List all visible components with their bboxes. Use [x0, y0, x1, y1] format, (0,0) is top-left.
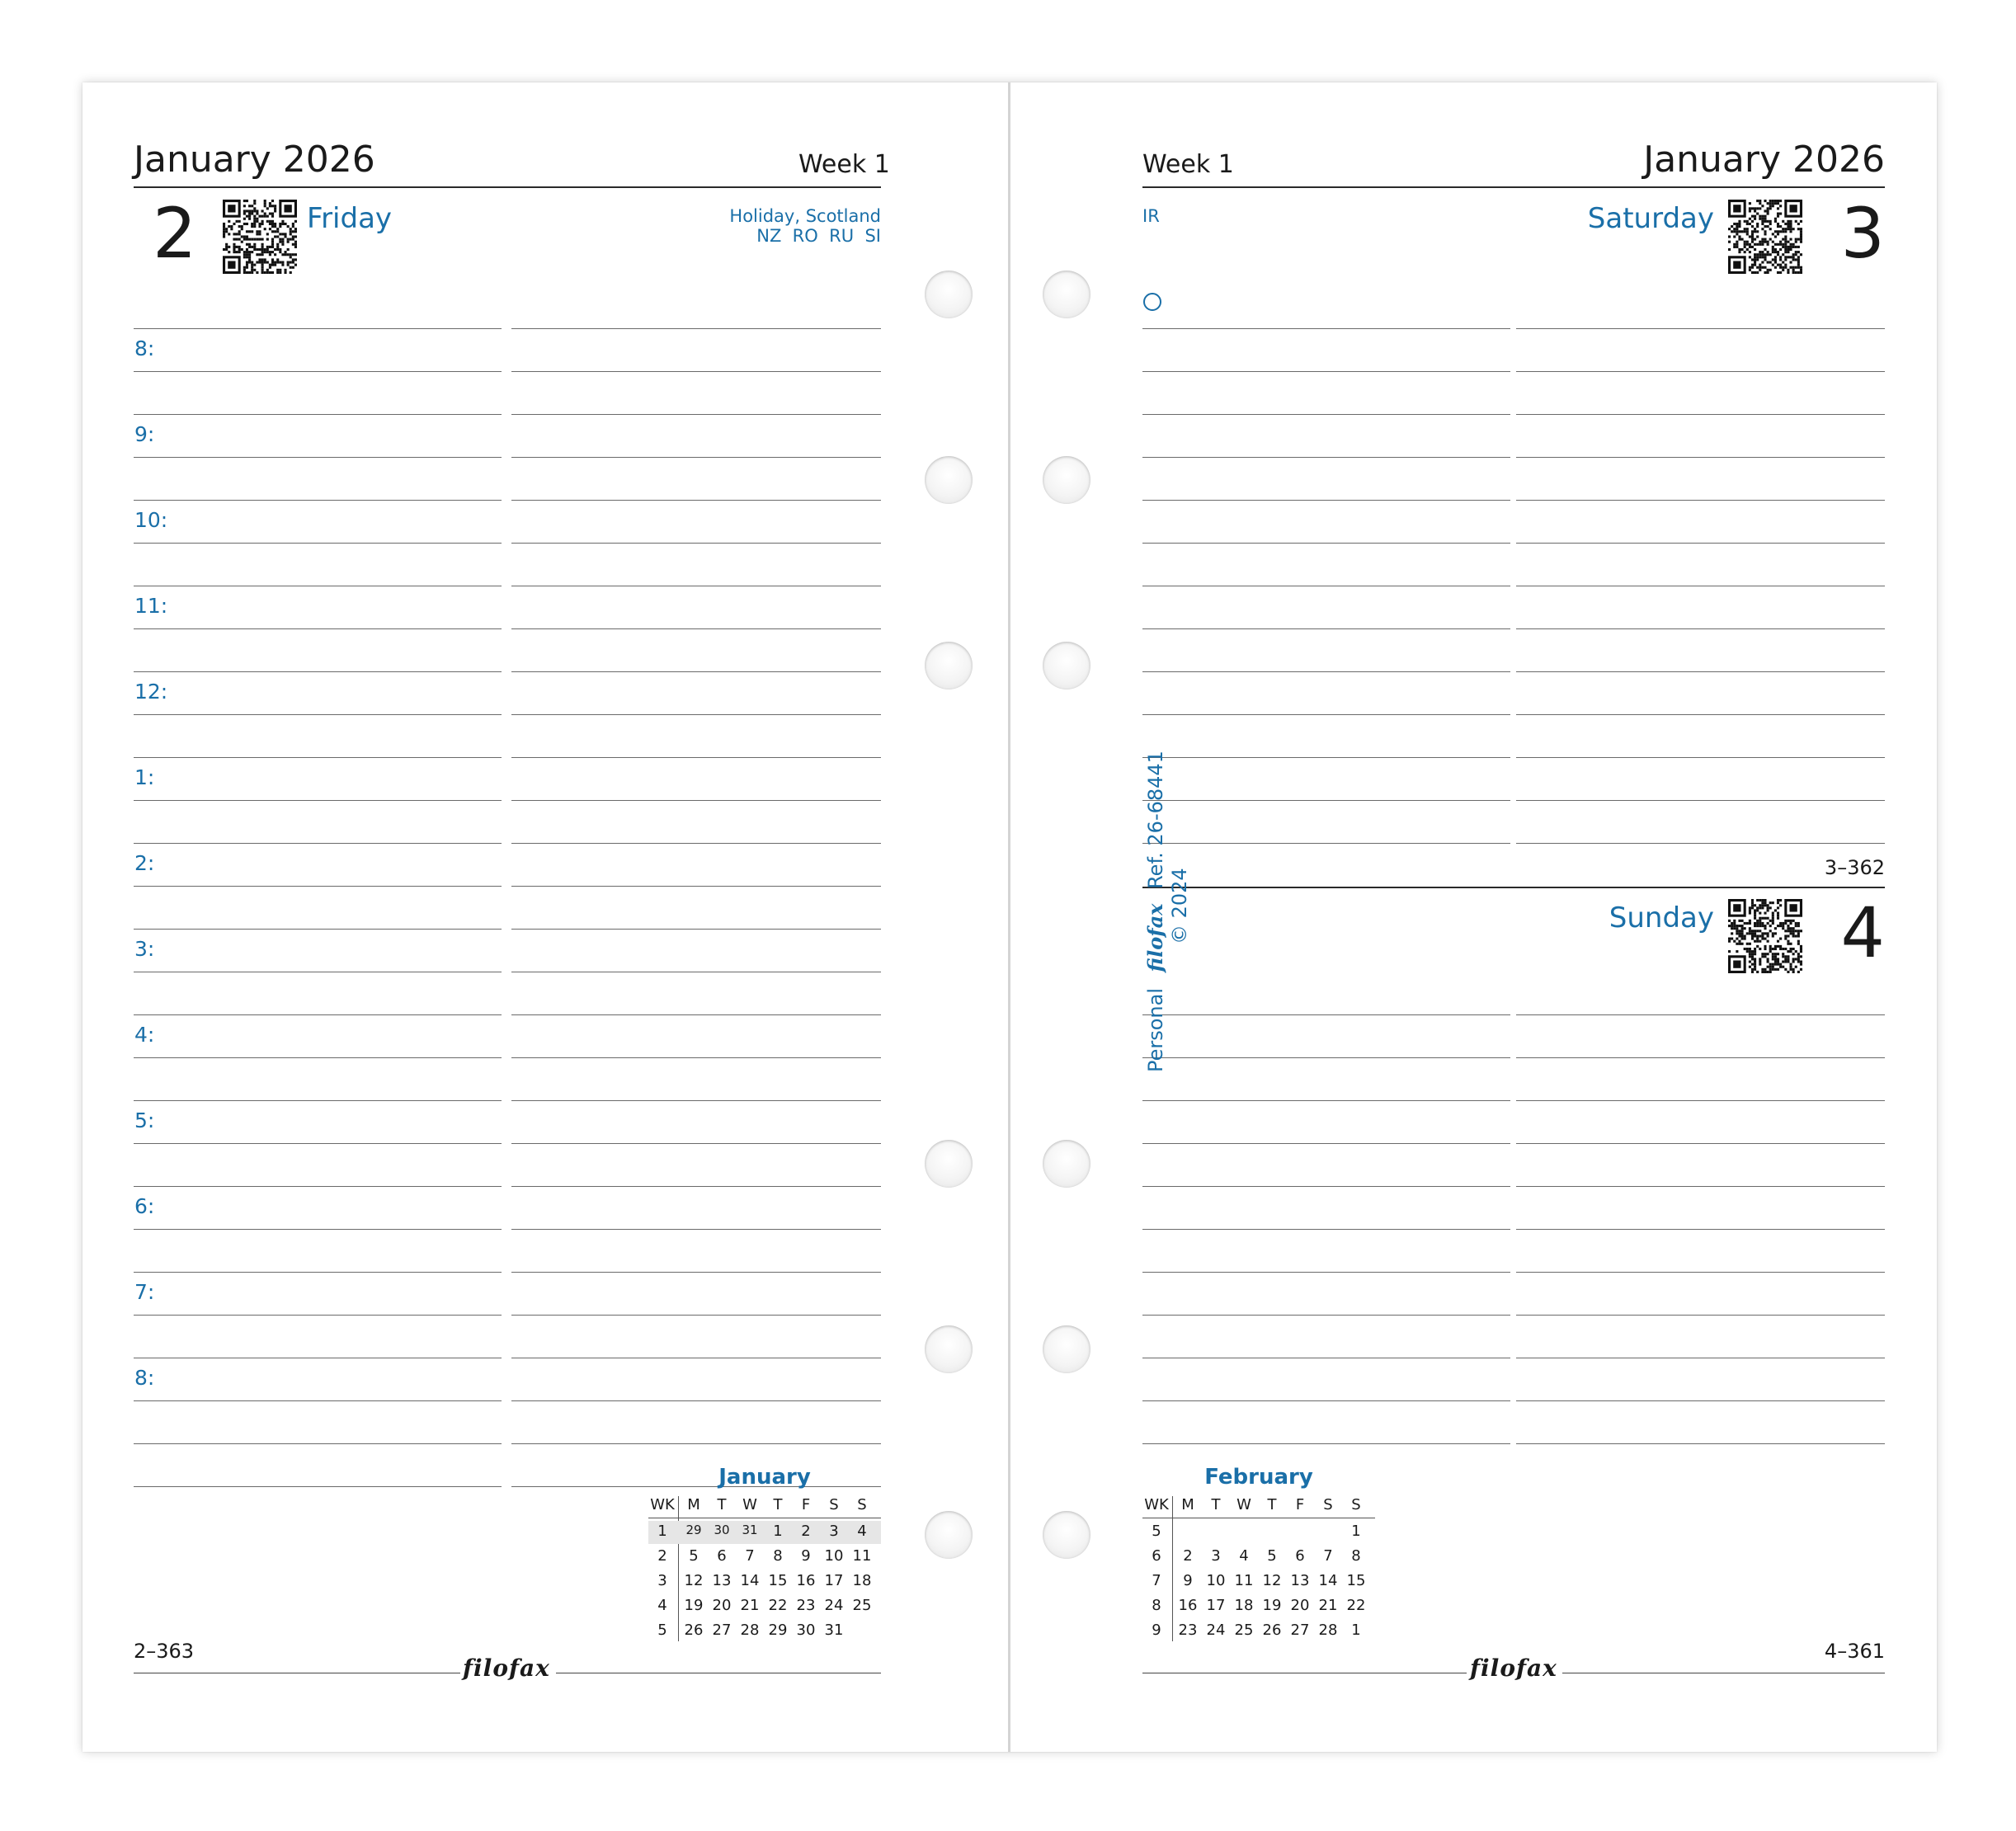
calendar-day: 8	[773, 1547, 783, 1565]
filofax-logo: filofax	[463, 1654, 550, 1682]
calendar-day: 23	[1178, 1622, 1198, 1639]
calendar-day: 31	[742, 1523, 758, 1537]
writing-line[interactable]	[1516, 1400, 1885, 1401]
calendar-day: 6	[1295, 1547, 1305, 1565]
calendar-day: 21	[1318, 1597, 1338, 1614]
writing-line[interactable]	[134, 1272, 502, 1273]
writing-line[interactable]	[1142, 414, 1510, 415]
writing-line[interactable]	[1142, 1443, 1510, 1444]
writing-line[interactable]	[511, 1315, 881, 1316]
week-number: 2	[657, 1547, 667, 1565]
writing-line[interactable]	[511, 929, 881, 930]
hour-label: 6:	[134, 1194, 155, 1218]
spine-ref: Ref. 26-68441	[1144, 751, 1167, 889]
writing-line[interactable]	[1516, 1186, 1885, 1187]
writing-line[interactable]	[1142, 671, 1510, 672]
calendar-day: 26	[684, 1622, 704, 1639]
calendar-day: 3	[1211, 1547, 1221, 1565]
writing-line[interactable]	[1142, 1400, 1510, 1401]
calendar-day: 31	[824, 1622, 844, 1639]
writing-line[interactable]	[1142, 328, 1510, 329]
writing-line[interactable]	[134, 1186, 502, 1187]
calendar-day: 28	[740, 1622, 760, 1639]
hour-label: 1:	[134, 765, 155, 789]
writing-line[interactable]	[1516, 714, 1885, 715]
writing-line[interactable]	[134, 1486, 502, 1487]
calendar-day: 13	[712, 1572, 732, 1589]
writing-line[interactable]	[1516, 1014, 1885, 1015]
writing-line[interactable]	[1516, 1272, 1885, 1273]
writing-line[interactable]	[1142, 1143, 1510, 1144]
month-year-title: January 2026	[1643, 139, 1885, 181]
mini-calendar-february	[1142, 1465, 1375, 1646]
mini-calendar-month: February	[1204, 1465, 1313, 1490]
week-number: 4	[657, 1597, 667, 1614]
calendar-day: 1	[1351, 1523, 1361, 1540]
writing-line[interactable]	[134, 1057, 502, 1058]
mini-calendar-header: F	[1295, 1496, 1305, 1513]
writing-line[interactable]	[1142, 1100, 1510, 1101]
header-rule	[1142, 186, 1885, 188]
calendar-day: 9	[801, 1547, 811, 1565]
writing-line[interactable]	[1142, 714, 1510, 715]
writing-line[interactable]	[134, 1400, 502, 1401]
writing-line[interactable]	[1142, 1186, 1510, 1187]
calendar-day: 25	[852, 1597, 872, 1614]
writing-line[interactable]	[511, 1100, 881, 1101]
writing-line[interactable]	[1142, 543, 1510, 544]
writing-line[interactable]	[1516, 1229, 1885, 1230]
calendar-day: 24	[824, 1597, 844, 1614]
calendar-day: 10	[824, 1547, 844, 1565]
week-number: 1	[657, 1523, 667, 1540]
calendar-day: 1	[773, 1523, 783, 1540]
writing-line[interactable]	[134, 1100, 502, 1101]
calendar-day: 27	[1290, 1622, 1310, 1639]
hour-label: 3:	[134, 937, 155, 961]
writing-line[interactable]	[134, 328, 502, 329]
calendar-day: 29	[685, 1523, 702, 1537]
writing-line[interactable]	[511, 628, 881, 629]
calendar-day: 18	[1234, 1597, 1254, 1614]
calendar-day: 5	[689, 1547, 699, 1565]
writing-line[interactable]	[1516, 457, 1885, 458]
writing-line[interactable]	[511, 800, 881, 801]
calendar-day: 11	[852, 1547, 872, 1565]
writing-line[interactable]	[511, 1400, 881, 1401]
calendar-day: 23	[796, 1597, 816, 1614]
calendar-day: 19	[1262, 1597, 1282, 1614]
hour-label: 10:	[134, 508, 168, 532]
hour-label: 2:	[134, 851, 155, 875]
week-label: Week 1	[1142, 150, 1234, 179]
calendar-day: 2	[801, 1523, 811, 1540]
right-page	[1011, 82, 1937, 1752]
mini-calendar-header: WK	[1144, 1496, 1169, 1513]
writing-line[interactable]	[1516, 628, 1885, 629]
mini-calendar-january	[648, 1465, 881, 1646]
calendar-day: 18	[852, 1572, 872, 1589]
circle-checkbox-icon[interactable]	[1143, 293, 1161, 311]
writing-line[interactable]	[1516, 371, 1885, 372]
hour-label: 12:	[134, 680, 168, 704]
spine-imprint	[1143, 751, 1167, 1072]
punch-hole	[1043, 1325, 1090, 1373]
writing-line[interactable]	[134, 671, 502, 672]
mini-calendar-header: T	[1211, 1496, 1221, 1513]
hour-label: 8:	[134, 1366, 155, 1390]
punch-hole	[925, 1511, 973, 1559]
mini-calendar-header: S	[829, 1496, 839, 1513]
calendar-day: 3	[829, 1523, 839, 1540]
writing-line[interactable]	[1516, 757, 1885, 758]
writing-line[interactable]	[511, 414, 881, 415]
calendar-day: 8	[1351, 1547, 1361, 1565]
writing-line[interactable]	[134, 1143, 502, 1144]
mini-calendar-header: M	[687, 1496, 700, 1513]
punch-hole	[1043, 456, 1090, 504]
calendar-day: 26	[1262, 1622, 1282, 1639]
mini-calendar-header: WK	[650, 1496, 675, 1513]
holiday-label: Holiday, Scotland	[729, 206, 881, 226]
writing-line[interactable]	[1516, 843, 1885, 844]
week-number: 6	[1152, 1547, 1161, 1565]
writing-line[interactable]	[511, 714, 881, 715]
writing-line[interactable]	[1142, 1272, 1510, 1273]
calendar-day: 22	[1346, 1597, 1366, 1614]
writing-line[interactable]	[511, 1443, 881, 1444]
hour-label: 5:	[134, 1108, 155, 1132]
mini-calendar-header: M	[1181, 1496, 1194, 1513]
filofax-logo: filofax	[1470, 1654, 1557, 1682]
calendar-day: 12	[1262, 1572, 1282, 1589]
calendar-day: 7	[745, 1547, 755, 1565]
week-number: 5	[1152, 1523, 1161, 1540]
writing-line[interactable]	[1516, 1057, 1885, 1058]
calendar-day: 21	[740, 1597, 760, 1614]
month-year-title: January 2026	[134, 139, 375, 181]
calendar-day: 16	[796, 1572, 816, 1589]
writing-line[interactable]	[134, 371, 502, 372]
calendar-day: 29	[768, 1622, 788, 1639]
writing-line[interactable]	[1142, 800, 1510, 801]
writing-line[interactable]	[134, 628, 502, 629]
writing-line[interactable]	[511, 371, 881, 372]
header-rule	[134, 186, 881, 188]
writing-line[interactable]	[1516, 414, 1885, 415]
writing-line[interactable]	[1516, 543, 1885, 544]
writing-line[interactable]	[511, 500, 881, 501]
divider-page-number: 3–362	[1824, 856, 1885, 879]
writing-line[interactable]	[1142, 1057, 1510, 1058]
calendar-day: 4	[1239, 1547, 1249, 1565]
writing-line[interactable]	[511, 1229, 881, 1230]
writing-line[interactable]	[511, 886, 881, 887]
calendar-day: 16	[1178, 1597, 1198, 1614]
writing-line[interactable]	[511, 1143, 881, 1144]
calendar-day: 11	[1234, 1572, 1254, 1589]
mini-calendar-header: T	[773, 1496, 783, 1513]
writing-line[interactable]	[134, 757, 502, 758]
writing-line[interactable]	[134, 843, 502, 844]
day-number: 2	[153, 193, 197, 274]
writing-line[interactable]	[134, 414, 502, 415]
calendar-day: 4	[857, 1523, 867, 1540]
spine-copyright: © 2024	[1168, 868, 1191, 944]
calendar-day: 1	[1351, 1622, 1361, 1639]
writing-line[interactable]	[1516, 500, 1885, 501]
writing-line[interactable]	[134, 1443, 502, 1444]
day-number-sunday: 4	[1840, 892, 1885, 973]
punch-hole	[1043, 271, 1090, 318]
punch-hole	[925, 642, 973, 690]
calendar-day: 13	[1290, 1572, 1310, 1589]
calendar-day: 22	[768, 1597, 788, 1614]
writing-line[interactable]	[511, 1014, 881, 1015]
writing-line[interactable]	[1516, 671, 1885, 672]
hour-label: 11:	[134, 594, 168, 618]
calendar-day: 14	[740, 1572, 760, 1589]
spine-filofax-logo: filofax	[1143, 903, 1167, 972]
mini-calendar-header: F	[801, 1496, 811, 1513]
mini-calendar-header: S	[1323, 1496, 1333, 1513]
calendar-day: 20	[1290, 1597, 1310, 1614]
writing-line[interactable]	[1516, 1443, 1885, 1444]
day-name-saturday: Saturday	[1587, 202, 1714, 235]
writing-line[interactable]	[1516, 1100, 1885, 1101]
writing-line[interactable]	[134, 1014, 502, 1015]
day-divider-rule	[1142, 887, 1885, 888]
writing-line[interactable]	[1142, 1229, 1510, 1230]
punch-hole	[925, 1325, 973, 1373]
writing-line[interactable]	[1516, 1143, 1885, 1144]
calendar-day: 25	[1234, 1622, 1254, 1639]
day-number-saturday: 3	[1840, 193, 1885, 274]
writing-line[interactable]	[1516, 800, 1885, 801]
mini-calendar-header: T	[717, 1496, 727, 1513]
writing-line[interactable]	[1516, 1315, 1885, 1316]
mini-calendar-header: W	[742, 1496, 757, 1513]
week-number: 7	[1152, 1572, 1161, 1589]
calendar-day: 5	[1267, 1547, 1277, 1565]
writing-line[interactable]	[511, 328, 881, 329]
mini-calendar-header: S	[1351, 1496, 1361, 1513]
calendar-day: 30	[714, 1523, 730, 1537]
calendar-day: 7	[1323, 1547, 1333, 1565]
calendar-day: 20	[712, 1597, 732, 1614]
mini-calendar-header: W	[1236, 1496, 1251, 1513]
week-label: Week 1	[798, 150, 890, 179]
calendar-day: 28	[1318, 1622, 1338, 1639]
writing-line[interactable]	[511, 457, 881, 458]
calendar-day: 9	[1183, 1572, 1193, 1589]
writing-line[interactable]	[134, 1229, 502, 1230]
calendar-day: 27	[712, 1622, 732, 1639]
writing-line[interactable]	[134, 457, 502, 458]
writing-line[interactable]	[134, 543, 502, 544]
punch-hole	[1043, 1511, 1090, 1559]
writing-line[interactable]	[511, 1272, 881, 1273]
calendar-day: 15	[1346, 1572, 1366, 1589]
writing-line[interactable]	[134, 500, 502, 501]
calendar-day: 24	[1206, 1622, 1226, 1639]
holiday-countries: NZ RO RU SI	[756, 226, 881, 246]
week-number: 3	[657, 1572, 667, 1589]
punch-hole	[925, 456, 973, 504]
calendar-day: 17	[824, 1572, 844, 1589]
writing-line[interactable]	[511, 1057, 881, 1058]
writing-line[interactable]	[134, 929, 502, 930]
hour-label: 7:	[134, 1280, 155, 1304]
day-name-sunday: Sunday	[1609, 901, 1714, 934]
mini-calendar-month: January	[718, 1465, 811, 1490]
writing-line[interactable]	[1516, 328, 1885, 329]
hour-label: 9:	[134, 422, 155, 446]
mini-calendar-header: T	[1267, 1496, 1277, 1513]
calendar-day: 2	[1183, 1547, 1193, 1565]
punch-hole	[925, 271, 973, 318]
writing-line[interactable]	[1142, 1315, 1510, 1316]
calendar-day: 17	[1206, 1597, 1226, 1614]
calendar-day: 12	[684, 1572, 704, 1589]
writing-line[interactable]	[1142, 371, 1510, 372]
page-number: 2–363	[134, 1640, 195, 1663]
writing-line[interactable]	[1142, 757, 1510, 758]
page-number: 4–361	[1824, 1640, 1885, 1663]
writing-line[interactable]	[134, 800, 502, 801]
writing-line[interactable]	[511, 671, 881, 672]
writing-line[interactable]	[1142, 457, 1510, 458]
hour-label: 8:	[134, 337, 155, 360]
hour-label: 4:	[134, 1023, 155, 1047]
writing-line[interactable]	[1142, 628, 1510, 629]
punch-hole	[925, 1140, 973, 1188]
diary-spread	[82, 82, 1937, 1752]
writing-line[interactable]	[134, 714, 502, 715]
ir-label: IR	[1142, 206, 1160, 226]
calendar-day: 14	[1318, 1572, 1338, 1589]
punch-hole	[1043, 1140, 1090, 1188]
writing-line[interactable]	[511, 757, 881, 758]
writing-line[interactable]	[134, 886, 502, 887]
calendar-day: 30	[796, 1622, 816, 1639]
writing-line[interactable]	[1142, 843, 1510, 844]
week-number: 9	[1152, 1622, 1161, 1639]
writing-line[interactable]	[511, 543, 881, 544]
writing-line[interactable]	[1142, 500, 1510, 501]
calendar-day: 15	[768, 1572, 788, 1589]
writing-line[interactable]	[511, 843, 881, 844]
calendar-day: 6	[717, 1547, 727, 1565]
punch-hole	[1043, 642, 1090, 690]
calendar-day: 19	[684, 1597, 704, 1614]
writing-line[interactable]	[134, 1315, 502, 1316]
mini-calendar-header: S	[857, 1496, 867, 1513]
day-name: Friday	[307, 202, 393, 235]
page-gutter	[1008, 82, 1010, 1752]
calendar-day: 10	[1206, 1572, 1226, 1589]
week-number: 8	[1152, 1597, 1161, 1614]
qr-code-icon[interactable]	[1728, 200, 1802, 274]
qr-code-icon[interactable]	[223, 200, 297, 274]
week-number: 5	[657, 1622, 667, 1639]
qr-code-icon[interactable]	[1728, 899, 1802, 973]
left-page	[82, 82, 1008, 1752]
writing-line[interactable]	[1142, 1014, 1510, 1015]
spine-personal: Personal	[1144, 987, 1167, 1072]
writing-line[interactable]	[511, 1186, 881, 1187]
